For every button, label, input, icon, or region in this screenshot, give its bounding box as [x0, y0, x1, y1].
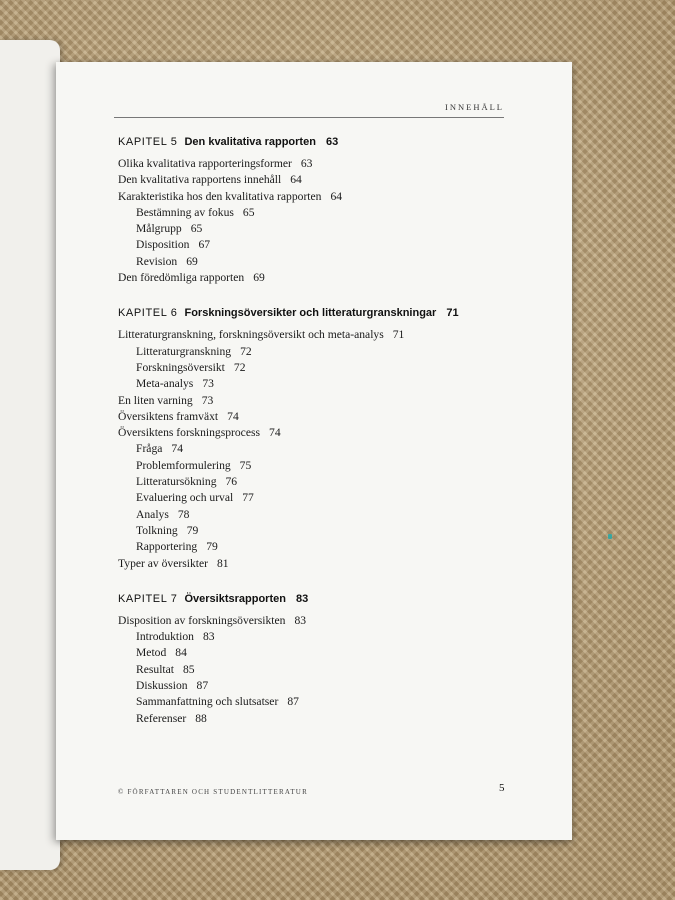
- chapter-label: KAPITEL 7: [118, 592, 178, 605]
- entry-text: Disposition av forskningsöversikten: [118, 613, 286, 627]
- toc-entry: [118, 172, 518, 188]
- entry-page: 87: [287, 695, 299, 709]
- chapter-heading: [118, 307, 518, 319]
- entry-text: Sammanfattning och slutsatser: [136, 695, 279, 709]
- entry-page: 83: [294, 613, 307, 627]
- toc-chapter-5: [118, 136, 518, 286]
- toc-subentry: [118, 678, 518, 694]
- entry-text: Forskningsöversikt: [136, 360, 225, 374]
- entry-text: Den kvalitativa rapportens innehåll: [118, 173, 282, 187]
- entry-page: 74: [227, 409, 239, 423]
- toc-entry: [118, 409, 518, 425]
- toc-entry: [118, 156, 518, 172]
- entry-text: Revision: [136, 254, 178, 268]
- toc-subentry: [118, 221, 518, 237]
- entry-text: Rapportering: [136, 540, 198, 554]
- chapter-page: 71: [446, 307, 459, 320]
- entry-page: 75: [239, 458, 252, 472]
- chapter-label: KAPITEL 6: [118, 307, 178, 320]
- entry-page: 63: [300, 157, 313, 170]
- entry-page: 81: [216, 556, 229, 570]
- entry-text: Olika kvalitativa rapporteringsformer: [118, 157, 292, 170]
- entry-page: 78: [177, 507, 190, 521]
- toc-subentry: [118, 662, 518, 678]
- toc-subentry: [118, 629, 518, 645]
- entry-page: 71: [392, 328, 405, 342]
- toc-chapter-7: [118, 593, 518, 727]
- chapter-page: 83: [296, 592, 309, 605]
- chapter-heading: [118, 593, 518, 605]
- toc-entry: [118, 270, 518, 286]
- toc-subentry: [118, 694, 518, 710]
- entry-text: Disposition: [136, 238, 190, 252]
- entry-text: Litteraturgranskning: [136, 344, 232, 358]
- entry-page: 85: [183, 662, 195, 676]
- toc-entry: [118, 327, 518, 343]
- entry-page: 64: [330, 189, 343, 203]
- entry-text: Målgrupp: [136, 222, 182, 236]
- entry-text: Litteraturgranskning, forskningsöversikt och meta-analys: [118, 328, 384, 342]
- toc-entry: [118, 613, 518, 629]
- toc-subentry: [118, 507, 518, 523]
- entry-page: 72: [233, 360, 246, 374]
- entry-page: 77: [242, 491, 254, 505]
- entry-page: 65: [242, 205, 255, 219]
- toc-subentry: [118, 254, 518, 270]
- entry-text: Diskussion: [136, 679, 188, 693]
- entry-text: Meta-analys: [136, 377, 194, 391]
- entry-page: 88: [195, 711, 207, 725]
- table-of-contents: [118, 136, 518, 727]
- entry-text: Resultat: [136, 662, 174, 676]
- chapter-title: Den kvalitativa rapporten: [184, 136, 316, 148]
- copyright-footer: © FÖRFATTAREN OCH STUDENTLITTERATUR: [118, 788, 308, 796]
- table-speck: [608, 534, 612, 539]
- entry-page: 74: [171, 442, 183, 456]
- entry-page: 83: [202, 630, 215, 644]
- entry-text: Problemformulering: [136, 458, 231, 472]
- toc-subentry: [118, 711, 518, 727]
- entry-page: 64: [290, 173, 302, 187]
- toc-subentry: [118, 490, 518, 506]
- entry-page: 79: [186, 523, 199, 537]
- chapter-label: KAPITEL 5: [118, 136, 178, 148]
- entry-text: Den föredömliga rapporten: [118, 271, 245, 285]
- entry-page: 65: [190, 222, 203, 236]
- running-head: INNEHÅLL: [114, 102, 504, 118]
- toc-entry: [118, 393, 518, 409]
- toc-subentry: [118, 205, 518, 221]
- entry-text: Evaluering och urval: [136, 491, 234, 505]
- toc-subentry: [118, 376, 518, 392]
- entry-page: 74: [269, 426, 281, 440]
- toc-entry: [118, 556, 518, 572]
- toc-subentry: [118, 645, 518, 661]
- facing-page-edge: [0, 40, 60, 870]
- toc-subentry: [118, 360, 518, 376]
- entry-page: 67: [198, 238, 211, 252]
- entry-text: Bestämning av fokus: [136, 205, 234, 219]
- toc-subentry: [118, 523, 518, 539]
- entry-text: En liten varning: [118, 393, 193, 407]
- entry-page: 87: [196, 679, 209, 693]
- entry-text: Analys: [136, 507, 169, 521]
- entry-text: Översiktens framväxt: [118, 409, 219, 423]
- page-number: 5: [499, 782, 505, 794]
- toc-subentry: [118, 441, 518, 457]
- entry-page: 73: [202, 377, 214, 391]
- entry-page: 69: [186, 254, 198, 268]
- entry-text: Introduktion: [136, 630, 194, 644]
- entry-page: 72: [240, 344, 252, 358]
- toc-entry: [118, 189, 518, 205]
- entry-page: 73: [201, 393, 214, 407]
- entry-page: 69: [253, 271, 265, 285]
- chapter-title: Forskningsöversikter och litteraturgranskningar: [184, 307, 437, 320]
- toc-subentry: [118, 344, 518, 360]
- entry-text: Typer av översikter: [118, 556, 208, 570]
- entry-text: Tolkning: [136, 523, 178, 537]
- entry-page: 79: [206, 540, 218, 554]
- toc-subentry: [118, 474, 518, 490]
- toc-subentry: [118, 539, 518, 555]
- entry-text: Metod: [136, 646, 167, 660]
- entry-text: Karakteristika hos den kvalitativa rapporten: [118, 189, 322, 203]
- toc-subentry: [118, 237, 518, 253]
- entry-page: 84: [175, 646, 187, 660]
- chapter-title: Översiktsrapporten: [184, 592, 286, 605]
- book-page: [56, 62, 572, 840]
- toc-chapter-6: [118, 307, 518, 571]
- entry-text: Översiktens forskningsprocess: [118, 426, 261, 440]
- toc-subentry: [118, 458, 518, 474]
- entry-text: Litteratursökning: [136, 475, 217, 489]
- toc-entry: [118, 425, 518, 441]
- entry-page: 76: [225, 475, 238, 489]
- entry-text: Fråga: [136, 442, 163, 456]
- entry-text: Referenser: [136, 711, 187, 725]
- chapter-page: 63: [325, 136, 339, 148]
- chapter-heading: [118, 136, 518, 148]
